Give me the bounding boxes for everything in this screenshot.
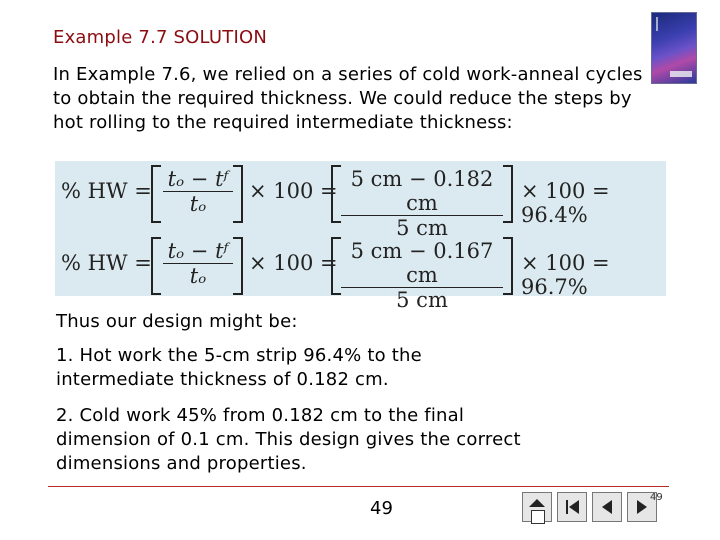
fraction-symbolic: $\frac{\text{tₒ − tᶠ}}{\text{tₒ}}$ <box>163 239 233 288</box>
equation-times: × 100 = <box>249 179 338 203</box>
fraction-numeric: $\frac{5 cm - 0.182 cm}{5 cm}$ <box>341 167 503 240</box>
previous-slide-button[interactable] <box>592 492 622 522</box>
equation-lhs: % HW = <box>61 179 152 203</box>
first-slide-icon <box>558 493 586 521</box>
equation-2 <box>55 235 666 312</box>
equation-times: × 100 = <box>249 251 338 275</box>
fraction-numeric: $\frac{5 cm - 0.167 cm}{5 cm}$ <box>341 239 503 312</box>
footer-divider <box>48 486 669 487</box>
slide-title: Example 7.7 SOLUTION <box>53 27 267 48</box>
previous-slide-icon <box>593 493 621 521</box>
book-cover-thumbnail <box>651 12 697 84</box>
equation-result: × 100 = 96.7% <box>521 251 610 299</box>
equation-result: × 100 = 96.4% <box>521 179 610 227</box>
equation-lhs: % HW = <box>61 251 152 275</box>
first-slide-button[interactable] <box>557 492 587 522</box>
design-step-1: 1. Hot work the 5-cm strip 96.4% to the intermediate thickness of 0.182 cm. <box>56 345 422 390</box>
equation-1 <box>55 163 666 240</box>
design-step-2: 2. Cold work 45% from 0.182 cm to the final dimension of 0.1 cm. This design gives the correct dimensions and properties. <box>56 405 521 474</box>
intro-paragraph: In Example 7.6, we relied on a series of cold work-anneal cycles to obtain the required thickness. We could reduce the steps by hot rolling to the required intermediate thickness: <box>53 64 643 133</box>
design-intro: Thus our design might be: <box>56 311 298 332</box>
home-icon[interactable] <box>531 510 545 524</box>
equation-panel <box>55 161 666 312</box>
slide-number-small: 49 <box>650 492 663 503</box>
page-number: 49 <box>370 498 393 519</box>
fraction-symbolic: $\frac{\text{tₒ − tᶠ}}{\text{tₒ}}$ <box>163 167 233 216</box>
